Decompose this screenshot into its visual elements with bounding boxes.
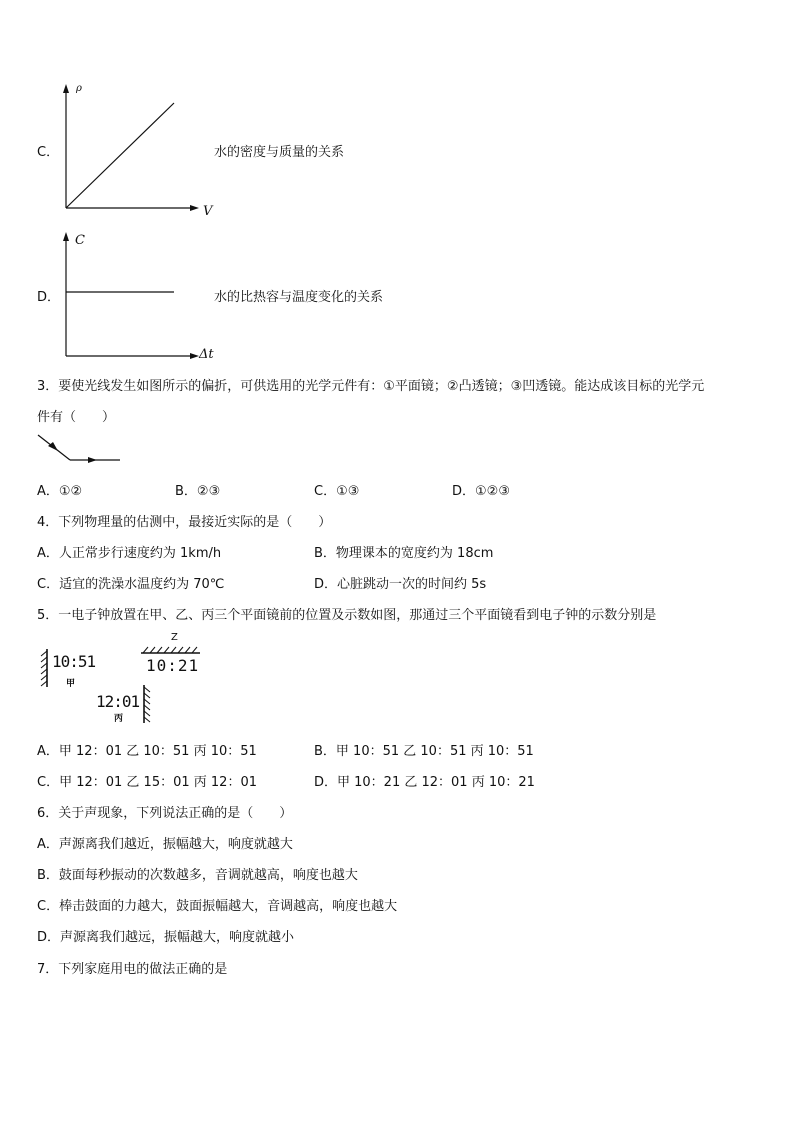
q6-option-a: A．声源离我们越近，振幅越大，响度就越大 <box>37 837 293 852</box>
q4-option-d: D．心脏跳动一次的时间约 5s <box>314 577 487 592</box>
q5-mirror-bing <box>141 684 153 724</box>
q5-mirror-yi <box>140 644 202 656</box>
q5-clock-bing: 12:01 <box>96 692 140 711</box>
q5-label-yi: Z <box>171 632 178 643</box>
q5-label-jia: 甲 <box>66 679 76 689</box>
q6-option-c: C．棒击鼓面的力越大，鼓面振幅越大，音调越高，响度也越大 <box>37 899 398 914</box>
q5-option-c: C．甲 12：01 乙 15：01 丙 12：01 <box>37 775 257 790</box>
q3-option-a: A．①② <box>37 484 83 499</box>
option-c-y-label: ρ <box>76 83 82 94</box>
q3-stem-line1: 3．要使光线发生如图所示的偏折，可供选用的光学元件有：①平面镜；②凸透镜；③凹透镜。能达成该目标的光学元 <box>37 379 705 394</box>
option-d-y-arrow <box>63 232 69 241</box>
q4-stem: 4．下列物理量的估测中，最接近实际的是（ ） <box>37 515 332 530</box>
q3-option-d: D．①②③ <box>452 484 510 499</box>
q5-label-bing: 丙 <box>114 714 124 724</box>
option-d-x-label: Δt <box>199 347 214 362</box>
option-d-y-label: C <box>75 233 85 248</box>
option-c-plot-line <box>66 103 174 208</box>
option-c-label: C． <box>37 145 60 160</box>
option-c-x-arrow <box>190 205 199 211</box>
option-d-x-arrow <box>190 353 199 359</box>
q4-option-b: B．物理课本的宽度约为 18cm <box>314 546 494 561</box>
q5-stem: 5．一电子钟放置在甲、乙、丙三个平面镜前的位置及示数如图，那通过三个平面镜看到电子钟的示数分别是 <box>37 608 657 623</box>
q3-refracted-arrow <box>88 457 97 463</box>
option-c-y-arrow <box>63 84 69 93</box>
q6-option-b: B．鼓面每秒振动的次数越多，音调就越高，响度也越大 <box>37 868 358 883</box>
q4-option-c: C．适宜的洗澡水温度约为 70℃ <box>37 577 225 592</box>
q5-option-d: D．甲 10：21 乙 12：01 丙 10：21 <box>314 775 535 790</box>
q3-option-c: C．①③ <box>314 484 360 499</box>
q3-stem-line2: 件有（ ） <box>37 410 116 425</box>
option-d-caption: 水的比热容与温度变化的关系 <box>214 290 384 305</box>
option-c-graph <box>55 82 215 222</box>
q5-clock-jia: 10:51 <box>52 652 96 671</box>
q4-option-a: A．人正常步行速度约为 1km/h <box>37 546 222 561</box>
q5-mirror-jia <box>38 648 50 688</box>
option-c-x-label: V <box>203 204 213 219</box>
q6-stem: 6．关于声现象，下列说法正确的是（ ） <box>37 806 293 821</box>
q6-option-d: D．声源离我们越远，振幅越大，响度就越小 <box>37 930 295 945</box>
q7-stem: 7．下列家庭用电的做法正确的是 <box>37 962 228 977</box>
q5-option-a: A．甲 12：01 乙 10：51 丙 10：51 <box>37 744 257 759</box>
option-c-caption: 水的密度与质量的关系 <box>214 145 345 160</box>
q3-light-ray-diagram <box>36 432 126 468</box>
option-d-label: D． <box>37 290 61 305</box>
q5-clock-yi: 10:21 <box>146 656 200 675</box>
q3-option-b: B．②③ <box>175 484 221 499</box>
q5-option-b: B．甲 10：51 乙 10：51 丙 10：51 <box>314 744 534 759</box>
